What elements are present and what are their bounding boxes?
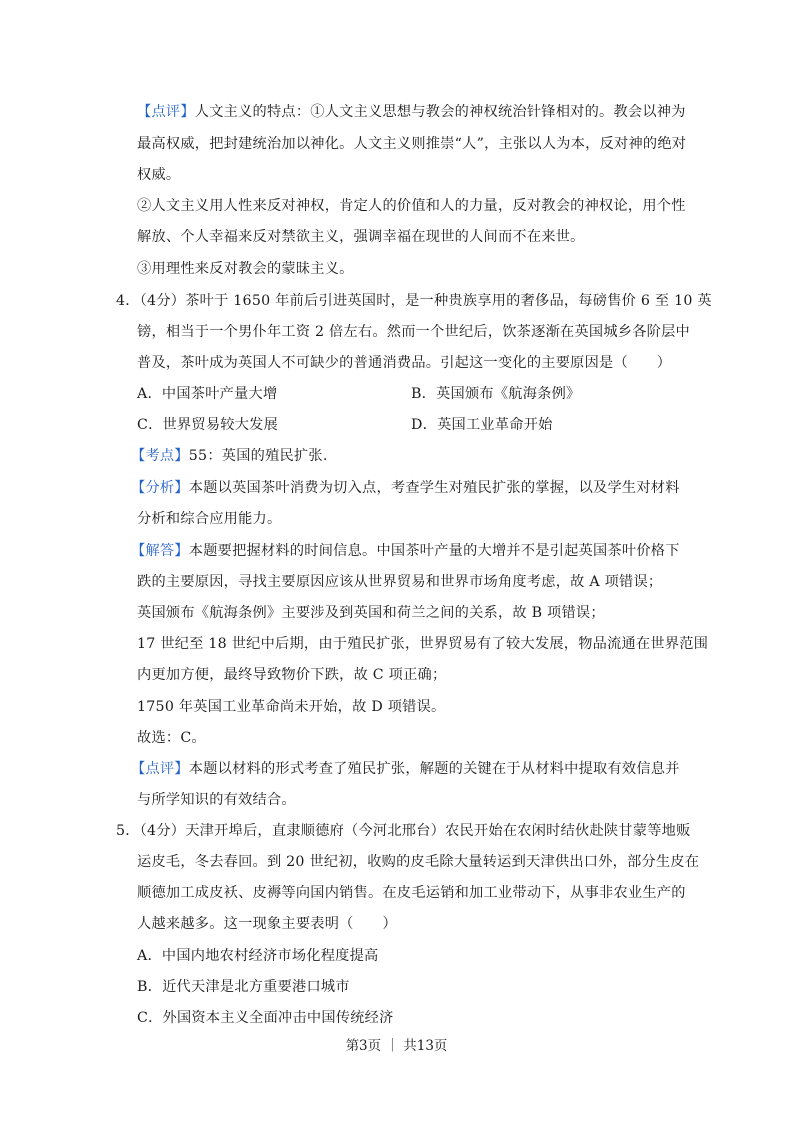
q5-stem-line-4: 人越来越多。这一现象主要表明（ ）: [137, 916, 397, 932]
q4-stem-line-1: 4．（4分）茶叶于 1650 年前后引进英国时，是一种贵族享用的奢侈品，每磅售价 6 至 10 英: [116, 293, 712, 309]
q4-option-b: B．英国颁布《航海条例》: [411, 386, 581, 402]
comment-line-6: ③用理性来反对教会的蒙昧主义。: [137, 261, 354, 277]
comment-line-2: 最高权威，把封建统治加以神化。人文主义则推崇“人”，主张以人为本，反对神的绝对: [137, 136, 687, 152]
comment-line-3: 权威。: [137, 167, 181, 183]
jieda-tag: 【解答】: [131, 543, 189, 559]
q4-option-a: A．中国茶叶产量大增: [137, 386, 278, 402]
q4-stem-line-3: 普及，茶叶成为英国人不可缺少的普通消费品。引起这一变化的主要原因是（ ）: [137, 355, 672, 371]
q4-jieda-line-3: 英国颁布《航海条例》主要涉及到英国和荷兰之间的关系，故 B 项错误；: [137, 605, 605, 621]
q4-jieda-line-6: 1750 年英国工业革命尚未开始，故 D 项错误。: [137, 699, 446, 715]
fenxi-tag: 【分析】: [131, 480, 189, 496]
q5-option-c: C．外国资本主义全面冲击中国传统经济: [137, 1010, 394, 1026]
comment-line-4: ②人文主义用人性来反对神权，肯定人的价值和人的力量，反对教会的神权论，用个性: [137, 198, 686, 214]
q4-jieda-line-5: 内更加方便，最终导致物价下跌，故 C 项正确；: [137, 667, 447, 683]
q5-stem-line-2: 运皮毛，冬去春回。到 20 世纪初，收购的皮毛除大量转运到天津供出口外，部分生皮在: [137, 854, 700, 870]
q4-jieda-line-4: 17 世纪至 18 世纪中后期，由于殖民扩张，世界贸易有了较大发展，物品流通在世界范围: [137, 636, 709, 652]
q4-fenxi-line-1: 【分析】本题以英国茶叶消费为切入点，考查学生对殖民扩张的掌握，以及学生对材料: [131, 480, 680, 496]
q4-options-row-1: [137, 384, 277, 404]
q4-dianping-line-1: 【点评】本题以材料的形式考查了殖民扩张，解题的关键在于从材料中提取有效信息并: [131, 761, 680, 777]
q4-jieda-line-1: 【解答】本题要把握材料的时间信息。中国茶叶产量的大增并不是引起英国茶叶价格下: [131, 543, 680, 559]
q4-jieda-line-2: 跌的主要原因，寻找主要原因应该从世界贸易和世界市场角度考虑，故 A 项错误；: [137, 574, 663, 590]
comment-tag: 【点评】: [137, 104, 195, 120]
q4-kaodian: 【考点】55：英国的殖民扩张.: [131, 448, 328, 464]
q5-option-a: A．中国内地农村经济市场化程度提高: [137, 948, 379, 964]
kaodian-tag: 【考点】: [131, 448, 189, 464]
q5-stem-line-3: 顺德加工成皮袄、皮褥等向国内销售。在皮毛运销和加工业带动下，从事非农业生产的: [137, 885, 686, 901]
q4-option-c: C．世界贸易较大发展: [137, 417, 279, 433]
q4-dianping-line-2: 与所学知识的有效结合。: [137, 792, 296, 808]
q4-stem-line-2: 镑，相当于一个男仆年工资 2 倍左右。然而一个世纪后，饮茶逐渐在英国城乡各阶层中: [137, 324, 690, 340]
q4-answer: 故选：C。: [137, 730, 206, 746]
q4-fenxi-line-2: 分析和综合应用能力。: [137, 511, 282, 527]
q5-option-b: B．近代天津是北方重要港口城市: [137, 979, 350, 995]
q4-option-d: D．英国工业革命开始: [411, 417, 553, 433]
page-footer: 第3页 ｜ 共13页: [345, 1038, 448, 1054]
dianping-tag: 【点评】: [131, 761, 189, 777]
comment-line-1: 【点评】人文主义的特点：①人文主义思想与教会的神权统治针锋相对的。教会以神为: [137, 104, 686, 120]
q5-stem-line-1: 5．（4分）天津开埠后，直隶顺德府（今河北邢台）农民开始在农闲时结伙赴陕甘蒙等地贩: [116, 823, 691, 839]
comment-line-5: 解放、个人幸福来反对禁欲主义，强调幸福在现世的人间而不在来世。: [137, 229, 585, 245]
